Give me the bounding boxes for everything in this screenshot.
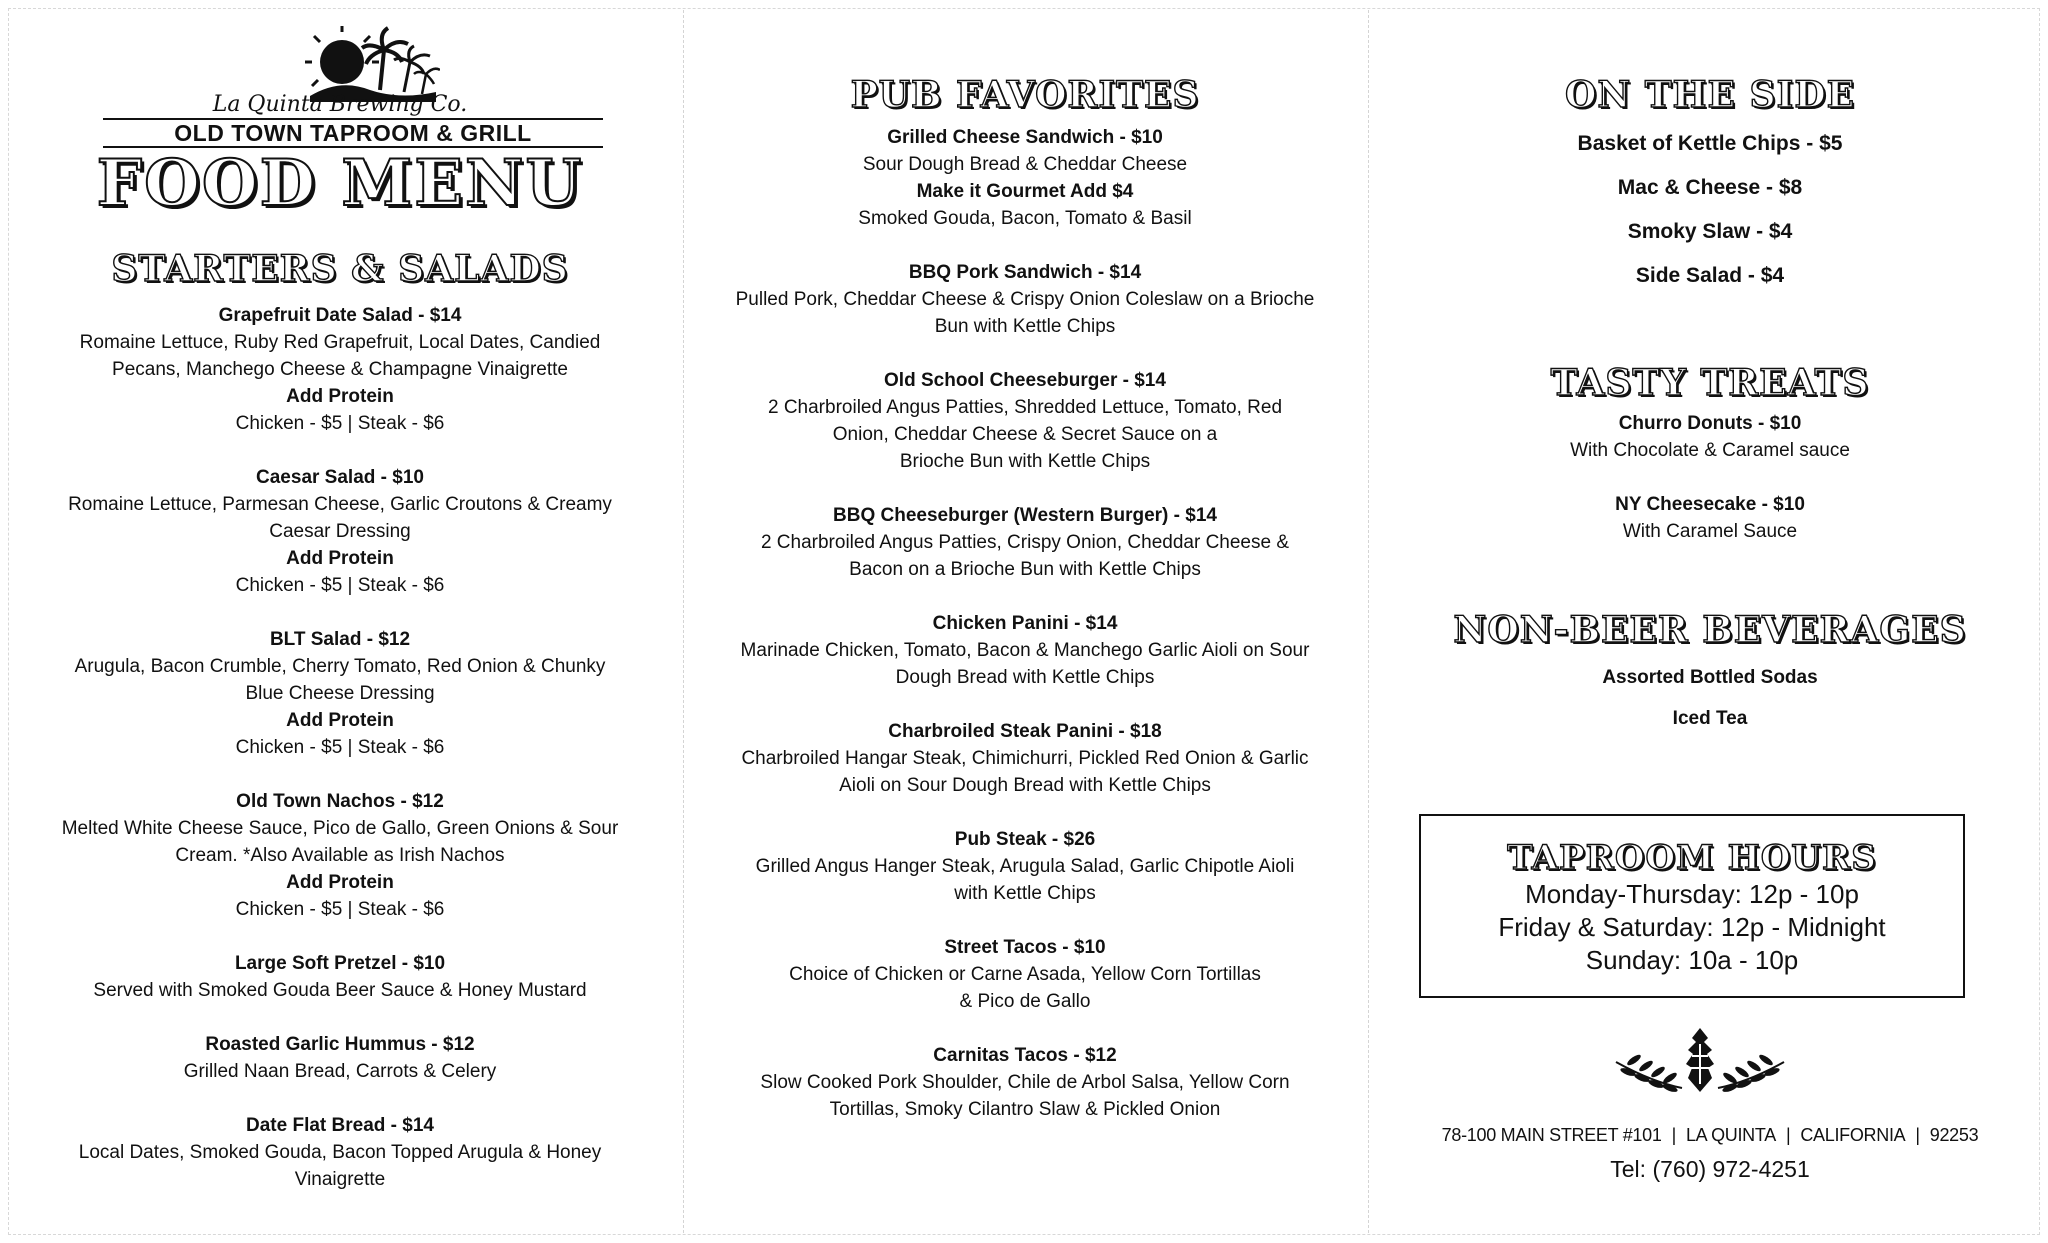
item-addon-description: Smoked Gouda, Bacon, Tomato & Basil [858,208,1192,229]
item-name: Street Tacos - $10 [944,937,1106,958]
taproom-name: OLD TOWN TAPROOM & GRILL [103,118,603,148]
pub-favorites-section-title: PUB FAVORITES [850,74,1200,116]
item-name: BBQ Cheeseburger (Western Burger) - $14 [833,505,1217,526]
item-addon-title: Add Protein [286,386,394,407]
item-name: Carnitas Tacos - $12 [933,1045,1117,1066]
item-description: Choice of Chicken or Carne Asada, Yellow Corn Tortillas [789,964,1261,985]
item-name: Chicken Panini - $14 [932,613,1118,634]
item-addon-prices: Chicken - $5 | Steak - $6 [235,899,445,920]
beverage-item: Iced Tea [1672,708,1748,729]
separator: | [1671,1125,1676,1145]
hop-wheat-icon [1612,1022,1788,1106]
item-description: Local Dates, Smoked Gouda, Bacon Topped Arugula & Honey [78,1142,602,1163]
address-street: 78-100 MAIN STREET #101 [1441,1125,1662,1145]
item-description: Grilled Angus Hanger Steak, Arugula Salad, Garlic Chipotle Aioli [755,856,1295,877]
item-name: Large Soft Pretzel - $10 [234,953,446,974]
separator: | [1915,1125,1920,1145]
menu-item [30,1112,650,1193]
side-item: Basket of Kettle Chips - $5 [1577,132,1843,155]
item-description: Served with Smoked Gouda Beer Sauce & Honey Mustard [93,980,587,1001]
item-name: Date Flat Bread - $14 [246,1115,434,1136]
item-description: Slow Cooked Pork Shoulder, Chile de Arbol Salsa, Yellow Corn [760,1072,1290,1093]
item-description: with Kettle Chips [954,883,1096,904]
menu-item [700,718,1350,799]
side-item: Side Salad - $4 [1635,264,1785,287]
item-description: With Caramel Sauce [1622,521,1798,542]
menu-item [30,464,650,599]
item-description: Bacon on a Brioche Bun with Kettle Chips [849,559,1201,580]
left-column [30,0,650,1220]
item-description: Marinade Chicken, Tomato, Bacon & Manchego Garlic Aioli on Sour [740,640,1310,661]
item-description: 2 Charbroiled Angus Patties, Shredded Lettuce, Tomato, Red [767,397,1283,418]
item-name: Old Town Nachos - $12 [236,791,444,812]
hours-line: Monday-Thursday: 12p - 10p [1525,879,1859,909]
menu-item [700,367,1350,475]
menu-item [30,1031,650,1085]
side-item: Smoky Slaw - $4 [1627,220,1793,243]
menu-item [30,302,650,437]
item-name: Caesar Salad - $10 [256,467,424,488]
item-name: Old School Cheeseburger - $14 [884,370,1166,391]
menu-item [30,626,650,761]
right-column [1395,0,2025,1182]
item-description: Pulled Pork, Cheddar Cheese & Crispy Onion Coleslaw on a Brioche [735,289,1315,310]
item-description: With Chocolate & Caramel sauce [1570,440,1850,461]
address-city: LA QUINTA [1685,1125,1776,1145]
side-item: Mac & Cheese - $8 [1617,176,1803,199]
phone-number: Tel: (760) 972-4251 [1610,1156,1810,1182]
menu-item [700,502,1350,583]
column-divider [1368,10,1369,1233]
item-description: Blue Cheese Dressing [245,683,435,704]
item-description: Aioli on Sour Dough Bread with Kettle Chips [839,775,1211,796]
item-description: Caesar Dressing [269,521,411,542]
starters-section-title: STARTERS & SALADS [111,248,569,290]
menu-item [30,788,650,923]
item-name: Pub Steak - $26 [954,829,1096,850]
item-description: Melted White Cheese Sauce, Pico de Gallo, Green Onions & Sour [61,818,619,839]
item-description: Romaine Lettuce, Parmesan Cheese, Garlic Croutons & Creamy [68,494,612,515]
item-description: Charbroiled Hangar Steak, Chimichurri, Pickled Red Onion & Garlic [741,748,1309,769]
item-addon-title: Make it Gourmet Add $4 [916,181,1134,202]
item-description: Dough Bread with Kettle Chips [895,667,1155,688]
menu-item [30,950,650,1004]
item-description: Sour Dough Bread & Cheddar Cheese [862,154,1188,175]
menu-item [700,610,1350,691]
address [1395,1125,2025,1146]
item-name: BBQ Pork Sandwich - $14 [908,262,1142,283]
item-name: Roasted Garlic Hummus - $12 [205,1034,475,1055]
address-state: CALIFORNIA [1800,1125,1906,1145]
column-divider [683,10,684,1233]
menu-item [700,826,1350,907]
separator: | [1785,1125,1791,1145]
item-description: Vinaigrette [294,1169,386,1190]
beverages-section-title: NON-BEER BEVERAGES [1453,609,1967,651]
item-name: Charbroiled Steak Panini - $18 [888,721,1162,742]
on-the-side-section-title: ON THE SIDE [1564,74,1856,116]
item-addon-title: Add Protein [286,548,394,569]
palm-tree-sun-icon [300,24,440,102]
item-addon-prices: Chicken - $5 | Steak - $6 [235,575,445,596]
item-name: NY Cheesecake - $10 [1615,494,1805,515]
hours-line: Sunday: 10a - 10p [1585,945,1799,975]
item-addon-prices: Chicken - $5 | Steak - $6 [235,737,445,758]
item-description: Tortillas, Smoky Cilantro Slaw & Pickled Onion [829,1099,1221,1120]
menu-item [1395,491,2025,545]
brewery-logo [30,0,650,230]
item-description: 2 Charbroiled Angus Patties, Crispy Onion, Cheddar Cheese & [760,532,1290,553]
item-name: BLT Salad - $12 [269,629,411,650]
item-addon-prices: Chicken - $5 | Steak - $6 [235,413,445,434]
menu-item [700,124,1350,232]
beverage-item: Assorted Bottled Sodas [1602,667,1818,688]
middle-column [700,0,1350,1150]
item-description: Pecans, Manchego Cheese & Champagne Vinaigrette [112,359,568,380]
item-description: Cream. *Also Available as Irish Nachos [175,845,505,866]
item-addon-title: Add Protein [286,710,394,731]
item-description: & Pico de Gallo [959,991,1091,1012]
item-description: Romaine Lettuce, Ruby Red Grapefruit, Local Dates, Candied [79,332,601,353]
item-description: Brioche Bun with Kettle Chips [899,451,1151,472]
brewing-company-name: La Quinta Brewing Co. [212,92,468,117]
menu-item [700,934,1350,1015]
address-zip: 92253 [1929,1125,1979,1145]
item-description: Grilled Naan Bread, Carrots & Celery [183,1061,497,1082]
menu-item [1395,410,2025,464]
item-name: Churro Donuts - $10 [1618,413,1802,434]
menu-item [700,1042,1350,1123]
tasty-treats-section-title: TASTY TREATS [1550,362,1870,404]
taproom-hours-box [1419,814,1965,998]
hours-title: TAPROOM HOURS [1507,838,1877,878]
item-description: Bun with Kettle Chips [934,316,1116,337]
hours-line: Friday & Saturday: 12p - Midnight [1498,912,1886,942]
item-name: Grapefruit Date Salad - $14 [218,305,462,326]
item-description: Onion, Cheddar Cheese & Secret Sauce on a [832,424,1218,445]
item-description: Arugula, Bacon Crumble, Cherry Tomato, Red Onion & Chunky [74,656,606,677]
item-name: Grilled Cheese Sandwich - $10 [887,127,1163,148]
item-addon-title: Add Protein [286,872,394,893]
page-title: FOOD MENU [96,146,584,221]
menu-item [700,259,1350,340]
